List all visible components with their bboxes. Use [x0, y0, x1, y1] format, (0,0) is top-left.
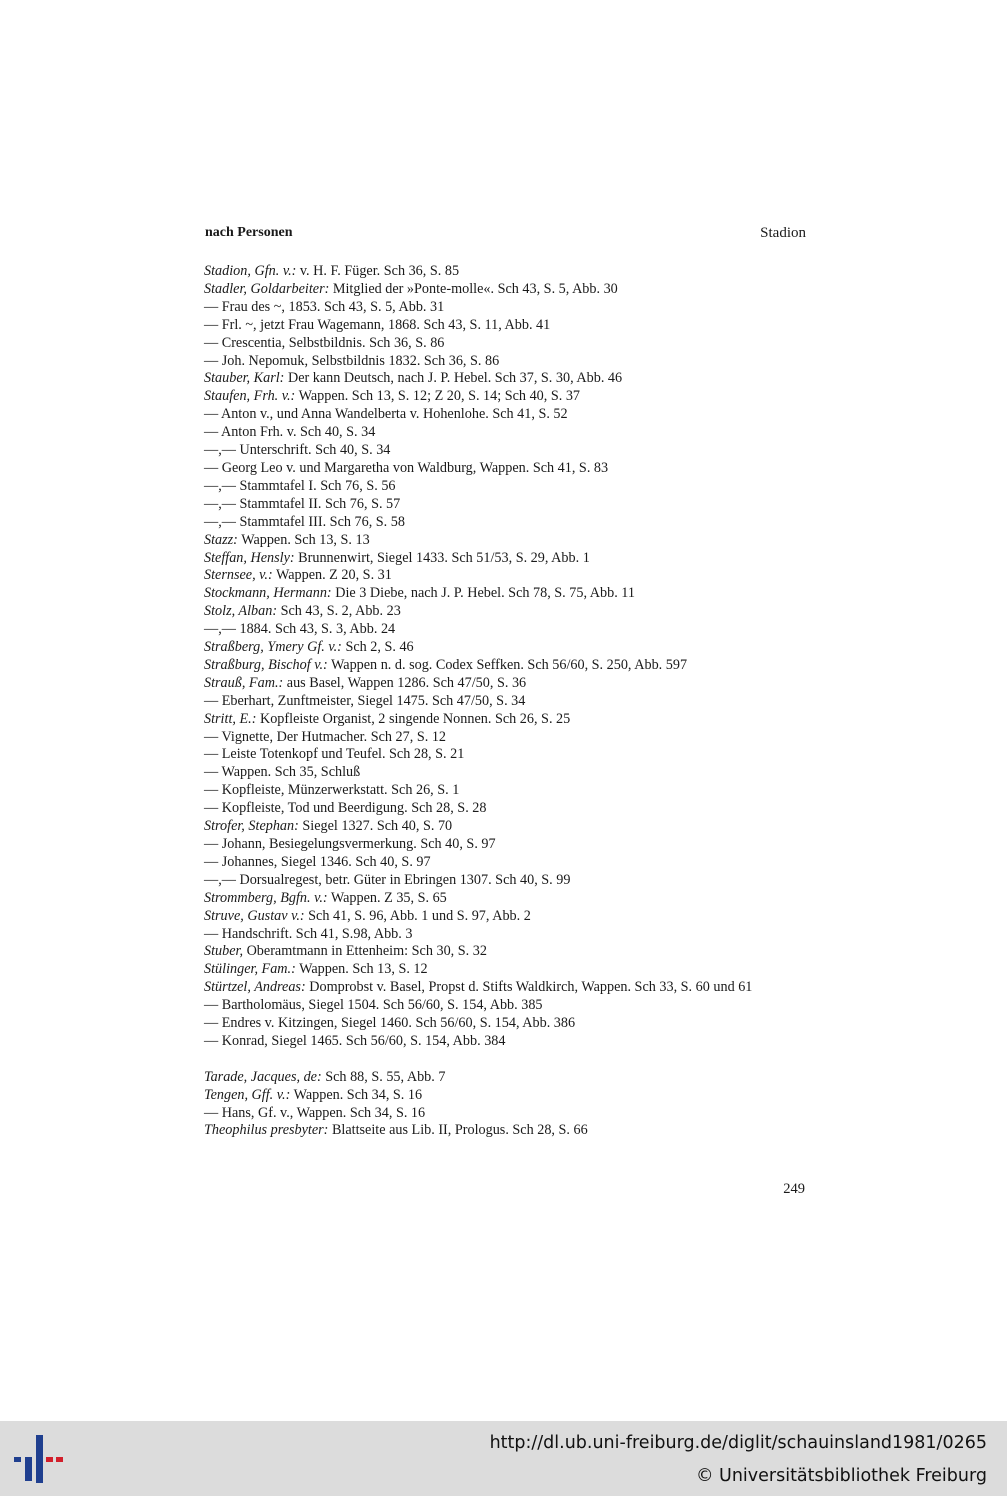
index-entry: [204, 908, 807, 926]
entry-text: — Wappen. Sch 35, Schluß: [204, 764, 361, 781]
index-entry: [204, 693, 807, 711]
entry-name: Stürtzel, Andreas:: [204, 979, 306, 996]
entry-text: Sch 2, S. 46: [341, 639, 414, 656]
index-entry: [204, 370, 807, 388]
entry-text: Domprobst v. Basel, Propst d. Stifts Waldkirch, Wappen. Sch 33, S. 60 und 61: [305, 979, 753, 996]
index-entry: [204, 961, 807, 979]
entry-text: Wappen. Sch 13, S. 13: [237, 531, 370, 548]
index-entry: [204, 442, 807, 460]
index-entry: [204, 729, 807, 747]
entry-name: Strommberg, Bgfn. v.:: [204, 889, 328, 906]
entry-text: — Crescentia, Selbstbildnis. Sch 36, S. 86: [204, 334, 445, 351]
entry-name: Staufen, Frh. v.:: [204, 388, 296, 405]
index-entry: [204, 764, 807, 782]
entry-name: Stuber,: [204, 943, 244, 960]
entry-text: — Frau des ~, 1853. Sch 43, S. 5, Abb. 31: [204, 298, 445, 315]
entry-text: Kopfleiste Organist, 2 singende Nonnen. Sch 26, S. 25: [256, 710, 571, 727]
index-entry: [204, 872, 807, 890]
entry-name: Stritt, E.:: [204, 710, 257, 727]
index-entry: [204, 1087, 807, 1105]
index-entry: [204, 1105, 807, 1123]
entry-name: Stadler, Goldarbeiter:: [204, 280, 330, 297]
index-entry: [204, 979, 807, 997]
index-entry: [204, 1015, 807, 1033]
index-entry: [204, 854, 807, 872]
entry-text: — Kopfleiste, Tod und Beerdigung. Sch 28, S. 28: [204, 800, 487, 817]
entry-text: —,— Stammtafel III. Sch 76, S. 58: [204, 513, 405, 530]
index-entry: [204, 836, 807, 854]
entry-text: — Johann, Besiegelungsvermerkung. Sch 40, S. 97: [204, 836, 496, 852]
index-entry: [204, 567, 807, 585]
entry-text: — Frl. ~, jetzt Frau Wagemann, 1868. Sch 43, S. 11, Abb. 41: [204, 316, 551, 333]
entry-text: — Anton v., und Anna Wandelberta v. Hohenlohe. Sch 41, S. 52: [204, 406, 568, 423]
index-entry: [204, 424, 807, 442]
entry-text: Siegel 1327. Sch 40, S. 70: [298, 818, 453, 835]
entry-name: Steffan, Hensly:: [204, 549, 295, 566]
entry-text: Wappen n. d. sog. Codex Seffken. Sch 56/60, S. 250, Abb. 597: [327, 656, 688, 673]
index-entry: [204, 406, 807, 424]
index-entry: [204, 388, 807, 406]
index-entry: [204, 460, 807, 478]
entry-text: —,— Unterschrift. Sch 40, S. 34: [204, 442, 391, 459]
index-entry: [204, 550, 807, 568]
index-entry: [204, 514, 807, 532]
index-entry: [204, 603, 807, 621]
entry-text: Wappen. Sch 34, S. 16: [290, 1086, 423, 1103]
index-entry: [204, 335, 807, 353]
entry-name: Stolz, Alban:: [204, 603, 278, 620]
entry-name: Stadion, Gfn. v.:: [204, 263, 297, 279]
index-entry: [204, 263, 807, 281]
entry-text: — Johannes, Siegel 1346. Sch 40, S. 97: [204, 853, 431, 870]
page-number: 249: [783, 1181, 805, 1197]
viewer-footer: [0, 1421, 1007, 1496]
index-entry: [204, 782, 807, 800]
running-header-left: nach Personen: [205, 225, 293, 240]
entry-text: — Bartholomäus, Siegel 1504. Sch 56/60, S. 154, Abb. 385: [204, 997, 543, 1014]
entry-name: Stauber, Karl:: [204, 370, 285, 387]
entry-text: Der kann Deutsch, nach J. P. Hebel. Sch 37, S. 30, Abb. 46: [284, 370, 623, 387]
document-url-link[interactable]: http://dl.ub.uni-freiburg.de/diglit/schauinsland1981/0265: [489, 1433, 987, 1453]
entry-text: — Hans, Gf. v., Wappen. Sch 34, S. 16: [204, 1104, 426, 1121]
index-entry: [204, 1033, 807, 1051]
entry-text: —,— Stammtafel I. Sch 76, S. 56: [204, 477, 396, 494]
entry-text: Brunnenwirt, Siegel 1433. Sch 51/53, S. 29, Abb. 1: [294, 549, 590, 566]
entry-text: Oberamtmann in Ettenheim: Sch 30, S. 32: [243, 943, 487, 960]
index-entry: [204, 585, 807, 603]
entry-name: Straßberg, Ymery Gf. v.:: [204, 639, 342, 656]
entry-text: — Handschrift. Sch 41, S.98, Abb. 3: [204, 925, 413, 942]
entry-text: — Joh. Nepomuk, Selbstbildnis 1832. Sch 36, S. 86: [204, 352, 500, 369]
entry-name: Strauß, Fam.:: [204, 674, 284, 691]
entry-text: Wappen. Z 35, S. 65: [327, 889, 447, 906]
index-entry: [204, 675, 807, 693]
index-entry: [204, 890, 807, 908]
entry-text: Wappen. Sch 13, S. 12: [295, 961, 428, 978]
entry-text: Sch 41, S. 96, Abb. 1 und S. 97, Abb. 2: [304, 907, 531, 924]
entry-text: — Konrad, Siegel 1465. Sch 56/60, S. 154, Abb. 384: [204, 1032, 506, 1049]
index-entry: [204, 299, 807, 317]
entry-name: Struve, Gustav v.:: [204, 907, 305, 924]
entry-text: —,— Stammtafel II. Sch 76, S. 57: [204, 495, 401, 512]
entry-text: —,— 1884. Sch 43, S. 3, Abb. 24: [204, 621, 396, 638]
index-entry: [204, 353, 807, 371]
entry-text: Sch 43, S. 2, Abb. 23: [277, 603, 401, 620]
copyright-notice: © Universitätsbibliothek Freiburg: [695, 1466, 987, 1486]
index-entry: [204, 926, 807, 944]
ub-freiburg-logo-icon: [14, 1435, 64, 1483]
index-entry: [204, 1122, 807, 1140]
entry-text: — Endres v. Kitzingen, Siegel 1460. Sch 56/60, S. 154, Abb. 386: [204, 1015, 576, 1032]
entry-text: — Leiste Totenkopf und Teufel. Sch 28, S. 21: [204, 746, 465, 763]
entry-text: Wappen. Z 20, S. 31: [272, 567, 392, 584]
index-entries: [204, 263, 807, 1140]
entry-name: Theophilus presbyter:: [204, 1122, 329, 1139]
entry-text: — Anton Frh. v. Sch 40, S. 34: [204, 424, 376, 441]
entry-text: — Kopfleiste, Münzerwerkstatt. Sch 26, S. 1: [204, 782, 460, 799]
index-entry: [204, 711, 807, 729]
entry-name: Strofer, Stephan:: [204, 818, 299, 835]
index-entry: [204, 997, 807, 1015]
entry-text: —,— Dorsualregest, betr. Güter in Ebringen 1307. Sch 40, S. 99: [204, 871, 571, 888]
entry-text: — Eberhart, Zunftmeister, Siegel 1475. Sch 47/50, S. 34: [204, 692, 526, 709]
entry-name: Straßburg, Bischof v.:: [204, 656, 328, 673]
entry-text: v. H. F. Füger. Sch 36, S. 85: [296, 263, 460, 279]
index-entry: [204, 281, 807, 299]
entry-text: Mitglied der »Ponte-molle«. Sch 43, S. 5, Abb. 30: [329, 280, 618, 297]
index-entry: [204, 818, 807, 836]
entry-text: — Vignette, Der Hutmacher. Sch 27, S. 12: [204, 728, 447, 745]
index-entry: [204, 1069, 807, 1087]
entry-name: Tengen, Gff. v.:: [204, 1086, 291, 1103]
index-entry: [204, 532, 807, 550]
entry-name: Stockmann, Hermann:: [204, 585, 332, 602]
entry-name: Sternsee, v.:: [204, 567, 273, 584]
index-entry: [204, 621, 807, 639]
index-entry: [204, 746, 807, 764]
running-header-right: Stadion: [760, 225, 806, 241]
index-entry: [204, 317, 807, 335]
index-entry: [204, 800, 807, 818]
entry-text: Wappen. Sch 13, S. 12; Z 20, S. 14; Sch 40, S. 37: [295, 388, 581, 405]
entry-text: Sch 88, S. 55, Abb. 7: [321, 1068, 446, 1085]
index-entry: [204, 657, 807, 675]
entry-name: Stazz:: [204, 531, 238, 548]
entry-text: Blattseite aus Lib. II, Prologus. Sch 28, S. 66: [328, 1122, 588, 1139]
entry-name: Tarade, Jacques, de:: [204, 1068, 322, 1085]
entry-text: Die 3 Diebe, nach J. P. Hebel. Sch 78, S. 75, Abb. 11: [331, 585, 635, 602]
index-entry: [204, 496, 807, 514]
entry-text: — Georg Leo v. und Margaretha von Waldburg, Wappen. Sch 41, S. 83: [204, 459, 609, 476]
entry-text: aus Basel, Wappen 1286. Sch 47/50, S. 36: [283, 674, 527, 691]
index-entry: [204, 943, 807, 961]
index-entry: [204, 639, 807, 657]
index-entry: [204, 478, 807, 496]
entry-name: Stülinger, Fam.:: [204, 961, 296, 978]
